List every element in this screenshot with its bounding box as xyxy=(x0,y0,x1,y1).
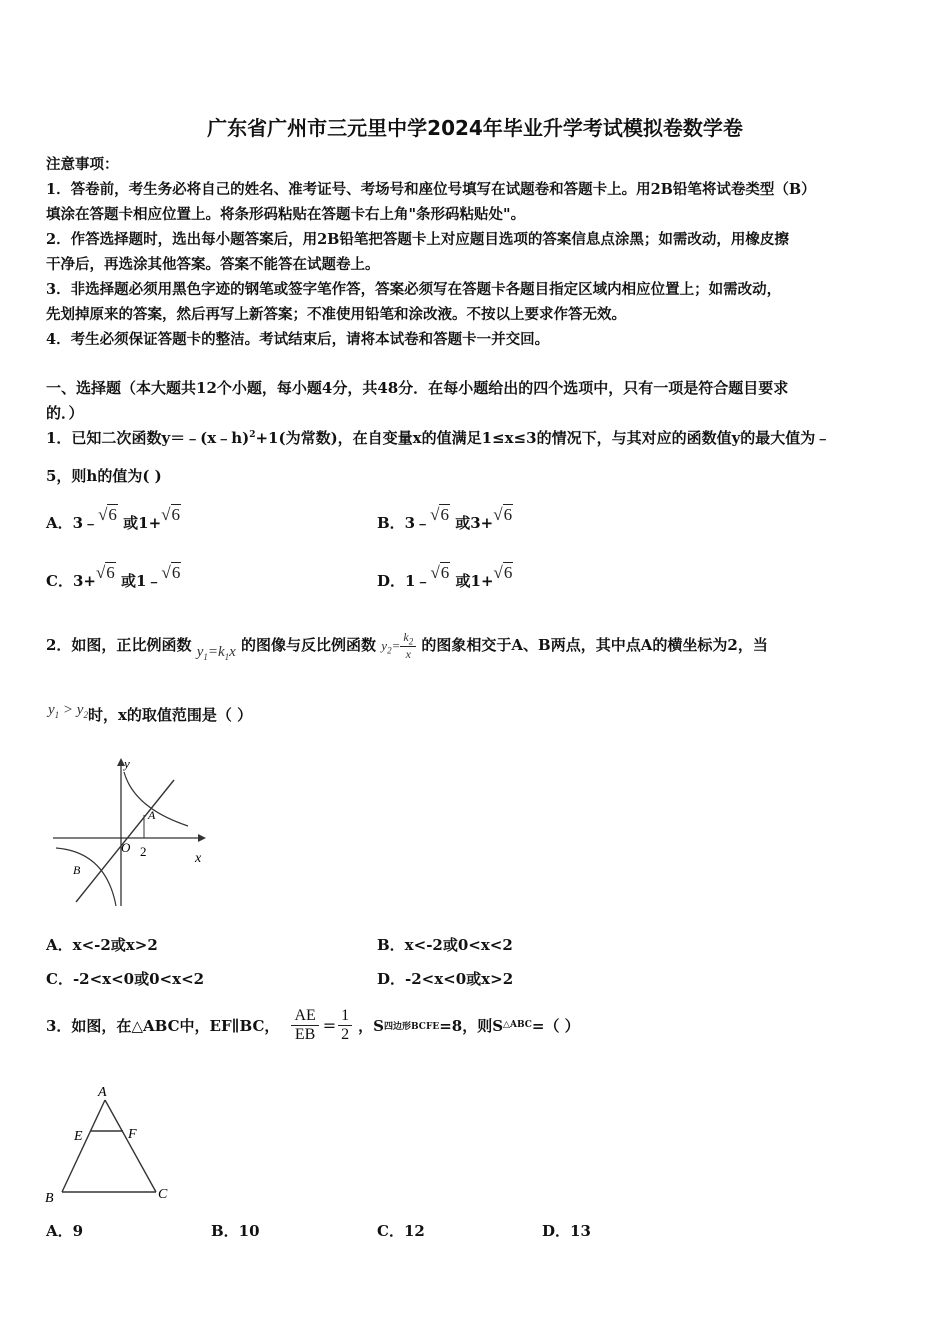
q1-option-c[interactable]: C．3+√6 或1﹣√6 xyxy=(46,563,181,590)
point-f-label: F xyxy=(128,1127,137,1142)
origin-label: O xyxy=(121,840,131,855)
q2-condition: $y_1 > y_2$时，x的取值范围是（ ） xyxy=(48,702,253,724)
q2-option-c[interactable]: C．-2<x<0或0<x<2 xyxy=(46,970,205,988)
notice-line: 4．考生必须保证答题卡的整洁。考试结束后，请将本试卷和答题卡一并交回。 xyxy=(46,331,550,348)
side-ac xyxy=(105,1100,156,1192)
sqrt-symbol: √6 xyxy=(98,505,117,524)
q2-option-d[interactable]: D．-2<x<0或x>2 xyxy=(377,970,514,988)
notice-line: 干净后，再选涂其他答案。答案不能答在试题卷上。 xyxy=(46,256,380,273)
side-ab xyxy=(62,1100,105,1192)
section-heading-cont: 的．） xyxy=(46,404,84,422)
sqrt-symbol: √6 xyxy=(493,505,513,524)
notice-line: 填涂在答题卡相应位置上。将条形码粘贴在答题卡右上角"条形码粘贴处"。 xyxy=(46,206,526,223)
vertex-a-label: A xyxy=(98,1085,107,1100)
page-title: 广东省广州市三元里中学2024年毕业升学考试模拟卷数学卷 xyxy=(207,116,743,140)
q1-stem: 1．已知二次函数y＝﹣(x﹣h)$^2$+1(为常数)，在自变量x的值满足1≤x≤3的情况下，与其对应的函数值y的最大值为﹣ xyxy=(46,429,831,447)
x-axis-label: x xyxy=(195,851,202,866)
point-b-label: B xyxy=(73,863,81,877)
q3-triangle-figure xyxy=(40,1080,190,1205)
notice-line: 先划掉原来的答案，然后再写上新答案；不准使用铅笔和涂改液。不按以上要求作答无效。 xyxy=(46,306,626,323)
hyperbola-branch-upper xyxy=(124,772,188,826)
q3-option-b[interactable]: B．10 xyxy=(211,1222,260,1240)
sqrt-symbol: √6 xyxy=(430,505,449,524)
q1-stem-cont: 5，则h的值为( ) xyxy=(46,467,162,485)
sqrt-symbol: √6 xyxy=(430,563,450,582)
section-heading: 一、选择题（本大题共12个小题，每小题4分，共48分．在每小题给出的四个选项中，只有一项是符合题目要求 xyxy=(46,379,789,397)
sqrt-symbol: √6 xyxy=(95,563,115,582)
hyperbola-branch-lower xyxy=(56,848,116,906)
sqrt-symbol: √6 xyxy=(161,505,181,524)
sqrt-symbol: √6 xyxy=(493,563,513,582)
q3-option-d[interactable]: D．13 xyxy=(542,1222,591,1240)
notice-line: 3．非选择题必须用黑色字迹的钢笔或签字笔作答，答案必须写在答题卡各题目指定区域内相应位置上；如需改动， xyxy=(46,281,782,298)
q2-stem: 2．如图，正比例函数 $y_1=k_1x$ 的图像与反比例函数 $y_2=$ $\frac{k_2}{x}$ 的图象相交于A、B两点，其中点A的横坐标为2，当 xyxy=(46,630,768,663)
x-axis-arrow xyxy=(198,834,206,842)
q3-stem: 3．如图，在△ABC中，EF∥BC， $\frac{AE}{EB}$ = $\frac{1}{2}$ ，S 四边形BCFE =8，则S △ABC =（ ） xyxy=(46,1006,580,1043)
q2-graph xyxy=(48,752,218,912)
point-e-label: E xyxy=(74,1129,83,1144)
notice-heading: 注意事项： xyxy=(46,156,119,173)
notice-line: 2．作答选择题时，选出每小题答案后，用2B铅笔把答题卡上对应题目选项的答案信息点涂黑；如需改动，用橡皮擦 xyxy=(46,231,789,248)
q1-option-a[interactable]: A．3﹣√6 或1+√6 xyxy=(46,505,181,532)
vertex-b-label: B xyxy=(45,1191,54,1205)
q3-option-c[interactable]: C．12 xyxy=(377,1222,425,1240)
q3-option-a[interactable]: A．9 xyxy=(46,1222,84,1240)
q1-option-b[interactable]: B．3﹣√6 或3+√6 xyxy=(377,505,513,532)
q2-option-b[interactable]: B．x<-2或0<x<2 xyxy=(377,936,513,954)
vertex-c-label: C xyxy=(158,1187,168,1202)
y-axis-label: y xyxy=(124,756,130,771)
point-a-label: A xyxy=(148,808,156,822)
q1-option-d[interactable]: D．1﹣√6 或1+√6 xyxy=(377,563,513,590)
notice-line: 1．答卷前，考生务必将自己的姓名、准考证号、考场号和座位号填写在试题卷和答题卡上。用2B铅笔将试卷类型（B） xyxy=(46,181,816,198)
tick-2-label: 2 xyxy=(140,844,147,859)
sqrt-symbol: √6 xyxy=(161,563,181,582)
q2-option-a[interactable]: A．x<-2或x>2 xyxy=(46,936,158,954)
